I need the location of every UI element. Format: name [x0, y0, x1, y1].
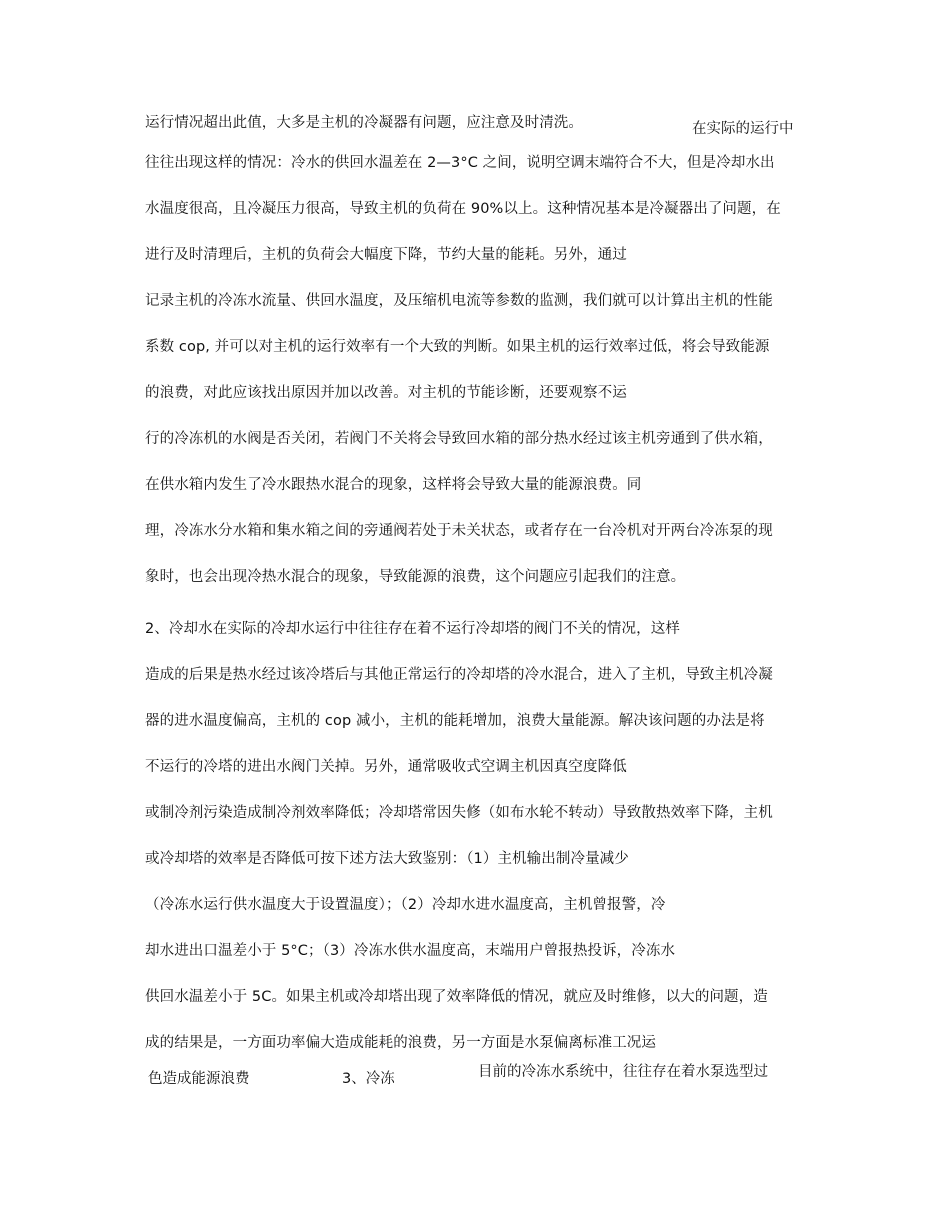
text-line: 器的进水温度偏高，主机的 cop 减小，主机的能耗增加，浪费大量能源。解决该问题的办法是将 — [145, 713, 765, 729]
text-line: 行的冷冻机的水阀是否关闭，若阀门不关将会导致回水箱的部分热水经过该主机旁通到了供水箱， — [145, 431, 773, 447]
top-right-fragment: 在实际的运行中 — [692, 121, 794, 137]
bottom-fragment-left: 色造成能源浪费 — [148, 1071, 250, 1087]
text-line: 进行及时清理后，主机的负荷会大幅度下降，节约大量的能耗。另外，通过 — [145, 247, 627, 263]
text-line: 不运行的冷塔的进出水阀门关掉。另外，通常吸收式空调主机因真空度降低 — [145, 759, 627, 775]
text-line: 2、冷却水在实际的冷却水运行中往往存在着不运行冷却塔的阀门不关的情况，这样 — [145, 621, 680, 637]
text-line: 造成的后果是热水经过该冷塔后与其他正常运行的冷却塔的冷水混合，进入了主机，导致主机冷凝 — [145, 667, 773, 683]
text-line: 却水进出口温差小于 5°C；（3）冷冻水供水温度高，末端用户曾报热投诉，冷冻水 — [145, 943, 676, 959]
text-line: 记录主机的冷冻水流量、供回水温度，及压缩机电流等参数的监测，我们就可以计算出主机的性能 — [145, 293, 773, 309]
bottom-fragment-middle: 3、冷冻 — [342, 1071, 395, 1087]
text-line: 水温度很高，且冷凝压力很高，导致主机的负荷在 90%以上。这种情况基本是冷凝器出了问题，在 — [145, 201, 781, 217]
text-line: 在供水箱内发生了冷水跟热水混合的现象，这样将会导致大量的能源浪费。同 — [145, 477, 642, 493]
bottom-fragment-right: 目前的冷冻水系统中，往往存在着水泵选型过 — [478, 1064, 768, 1080]
text-line: （冷冻水运行供水温度大于设置温度）；（2）冷却水进水温度高，主机曾报警，冷 — [145, 897, 666, 913]
text-line: 象时，也会出现冷热水混合的现象，导致能源的浪费，这个问题应引起我们的注意。 — [145, 569, 686, 585]
text-line: 理，冷冻水分水箱和集水箱之间的旁通阀若处于未关状态，或者存在一台冷机对开两台冷冻泵的现 — [145, 523, 773, 539]
text-line: 成的结果是，一方面功率偏大造成能耗的浪费，另一方面是水泵偏离标准工况运 — [145, 1035, 656, 1051]
text-line: 的浪费，对此应该找出原因并加以改善。对主机的节能诊断，还要观察不运 — [145, 385, 627, 401]
text-line: 系数 cop, 并可以对主机的运行效率有一个大致的判断。如果主机的运行效率过低，将会导致能源 — [145, 339, 770, 355]
text-line: 往往出现这样的情况：冷水的供回水温差在 2—3°C 之间，说明空调末端符合不大，但是冷却水出 — [145, 155, 775, 171]
text-line: 或制冷剂污染造成制冷剂效率降低；冷却塔常因失修（如布水轮不转动）导致散热效率下降，主机 — [145, 805, 773, 821]
text-line: 或冷却塔的效率是否降低可按下述方法大致鉴别：（1）主机输出制冷量减少 — [145, 851, 629, 867]
text-line: 运行情况超出此值，大多是主机的冷凝器有问题，应注意及时清洗。 — [145, 115, 583, 131]
text-line: 供回水温差小于 5C。如果主机或冷却塔出现了效率降低的情况，就应及时维修，以大的问题，造 — [145, 989, 768, 1005]
